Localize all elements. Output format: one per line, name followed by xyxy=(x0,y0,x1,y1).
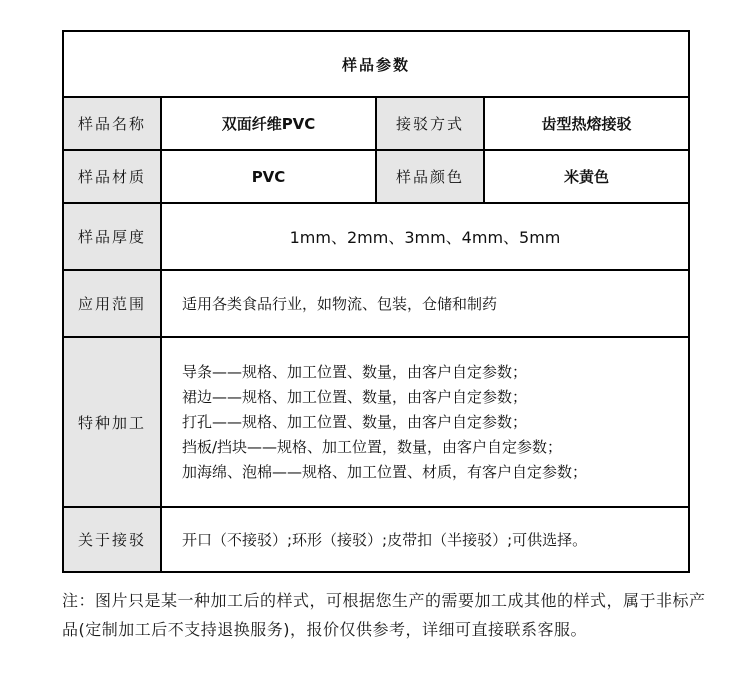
special-processing-line: 挡板/挡块——规格、加工位置，数量，由客户自定参数； xyxy=(182,437,563,456)
joining-method-label: 接驳方式 xyxy=(376,97,484,150)
special-processing-line: 导条——规格、加工位置、数量，由客户自定参数； xyxy=(182,362,528,381)
table-title-row xyxy=(63,31,689,97)
footer-note: 注：图片只是某一种加工后的样式，可根据您生产的需要加工成其他的样式，属于非标产品(定制加工后不支持退换服务)，报价仅供参考，详细可直接联系客服。 xyxy=(62,591,706,639)
thickness-label: 样品厚度 xyxy=(63,203,161,270)
application-value: 适用各类食品行业，如物流、包装，仓储和制药 xyxy=(161,270,689,337)
application-label: 应用范围 xyxy=(63,270,161,337)
thickness-value: 1mm、2mm、3mm、4mm、5mm xyxy=(161,203,689,270)
sample-color-value: 米黄色 xyxy=(484,150,689,203)
sample-name-label: 样品名称 xyxy=(63,97,161,150)
row-name-joining xyxy=(63,97,689,150)
special-processing-line: 裙边——规格、加工位置、数量，由客户自定参数； xyxy=(182,387,528,406)
special-processing-value xyxy=(161,337,689,507)
table-title: 样品参数 xyxy=(63,31,689,97)
special-processing-line: 加海绵、泡棉——规格、加工位置、材质，有客户自定参数； xyxy=(182,462,588,481)
sample-material-label: 样品材质 xyxy=(63,150,161,203)
row-application xyxy=(63,270,689,337)
sample-parameters-table xyxy=(62,30,690,573)
special-processing-label: 特种加工 xyxy=(63,337,161,507)
about-joining-label: 关于接驳 xyxy=(63,507,161,572)
row-about-joining xyxy=(63,507,689,572)
joining-method-value: 齿型热熔接驳 xyxy=(484,97,689,150)
special-processing-lines xyxy=(182,360,678,485)
row-material-color xyxy=(63,150,689,203)
special-processing-line: 打孔——规格、加工位置、数量，由客户自定参数； xyxy=(182,412,528,431)
sample-material-value: PVC xyxy=(161,150,376,203)
sample-name-value: 双面纤维PVC xyxy=(161,97,376,150)
row-thickness xyxy=(63,203,689,270)
about-joining-value: 开口（不接驳）;环形（接驳）;皮带扣（半接驳）;可供选择。 xyxy=(161,507,689,572)
sample-color-label: 样品颜色 xyxy=(376,150,484,203)
row-special-processing xyxy=(63,337,689,507)
